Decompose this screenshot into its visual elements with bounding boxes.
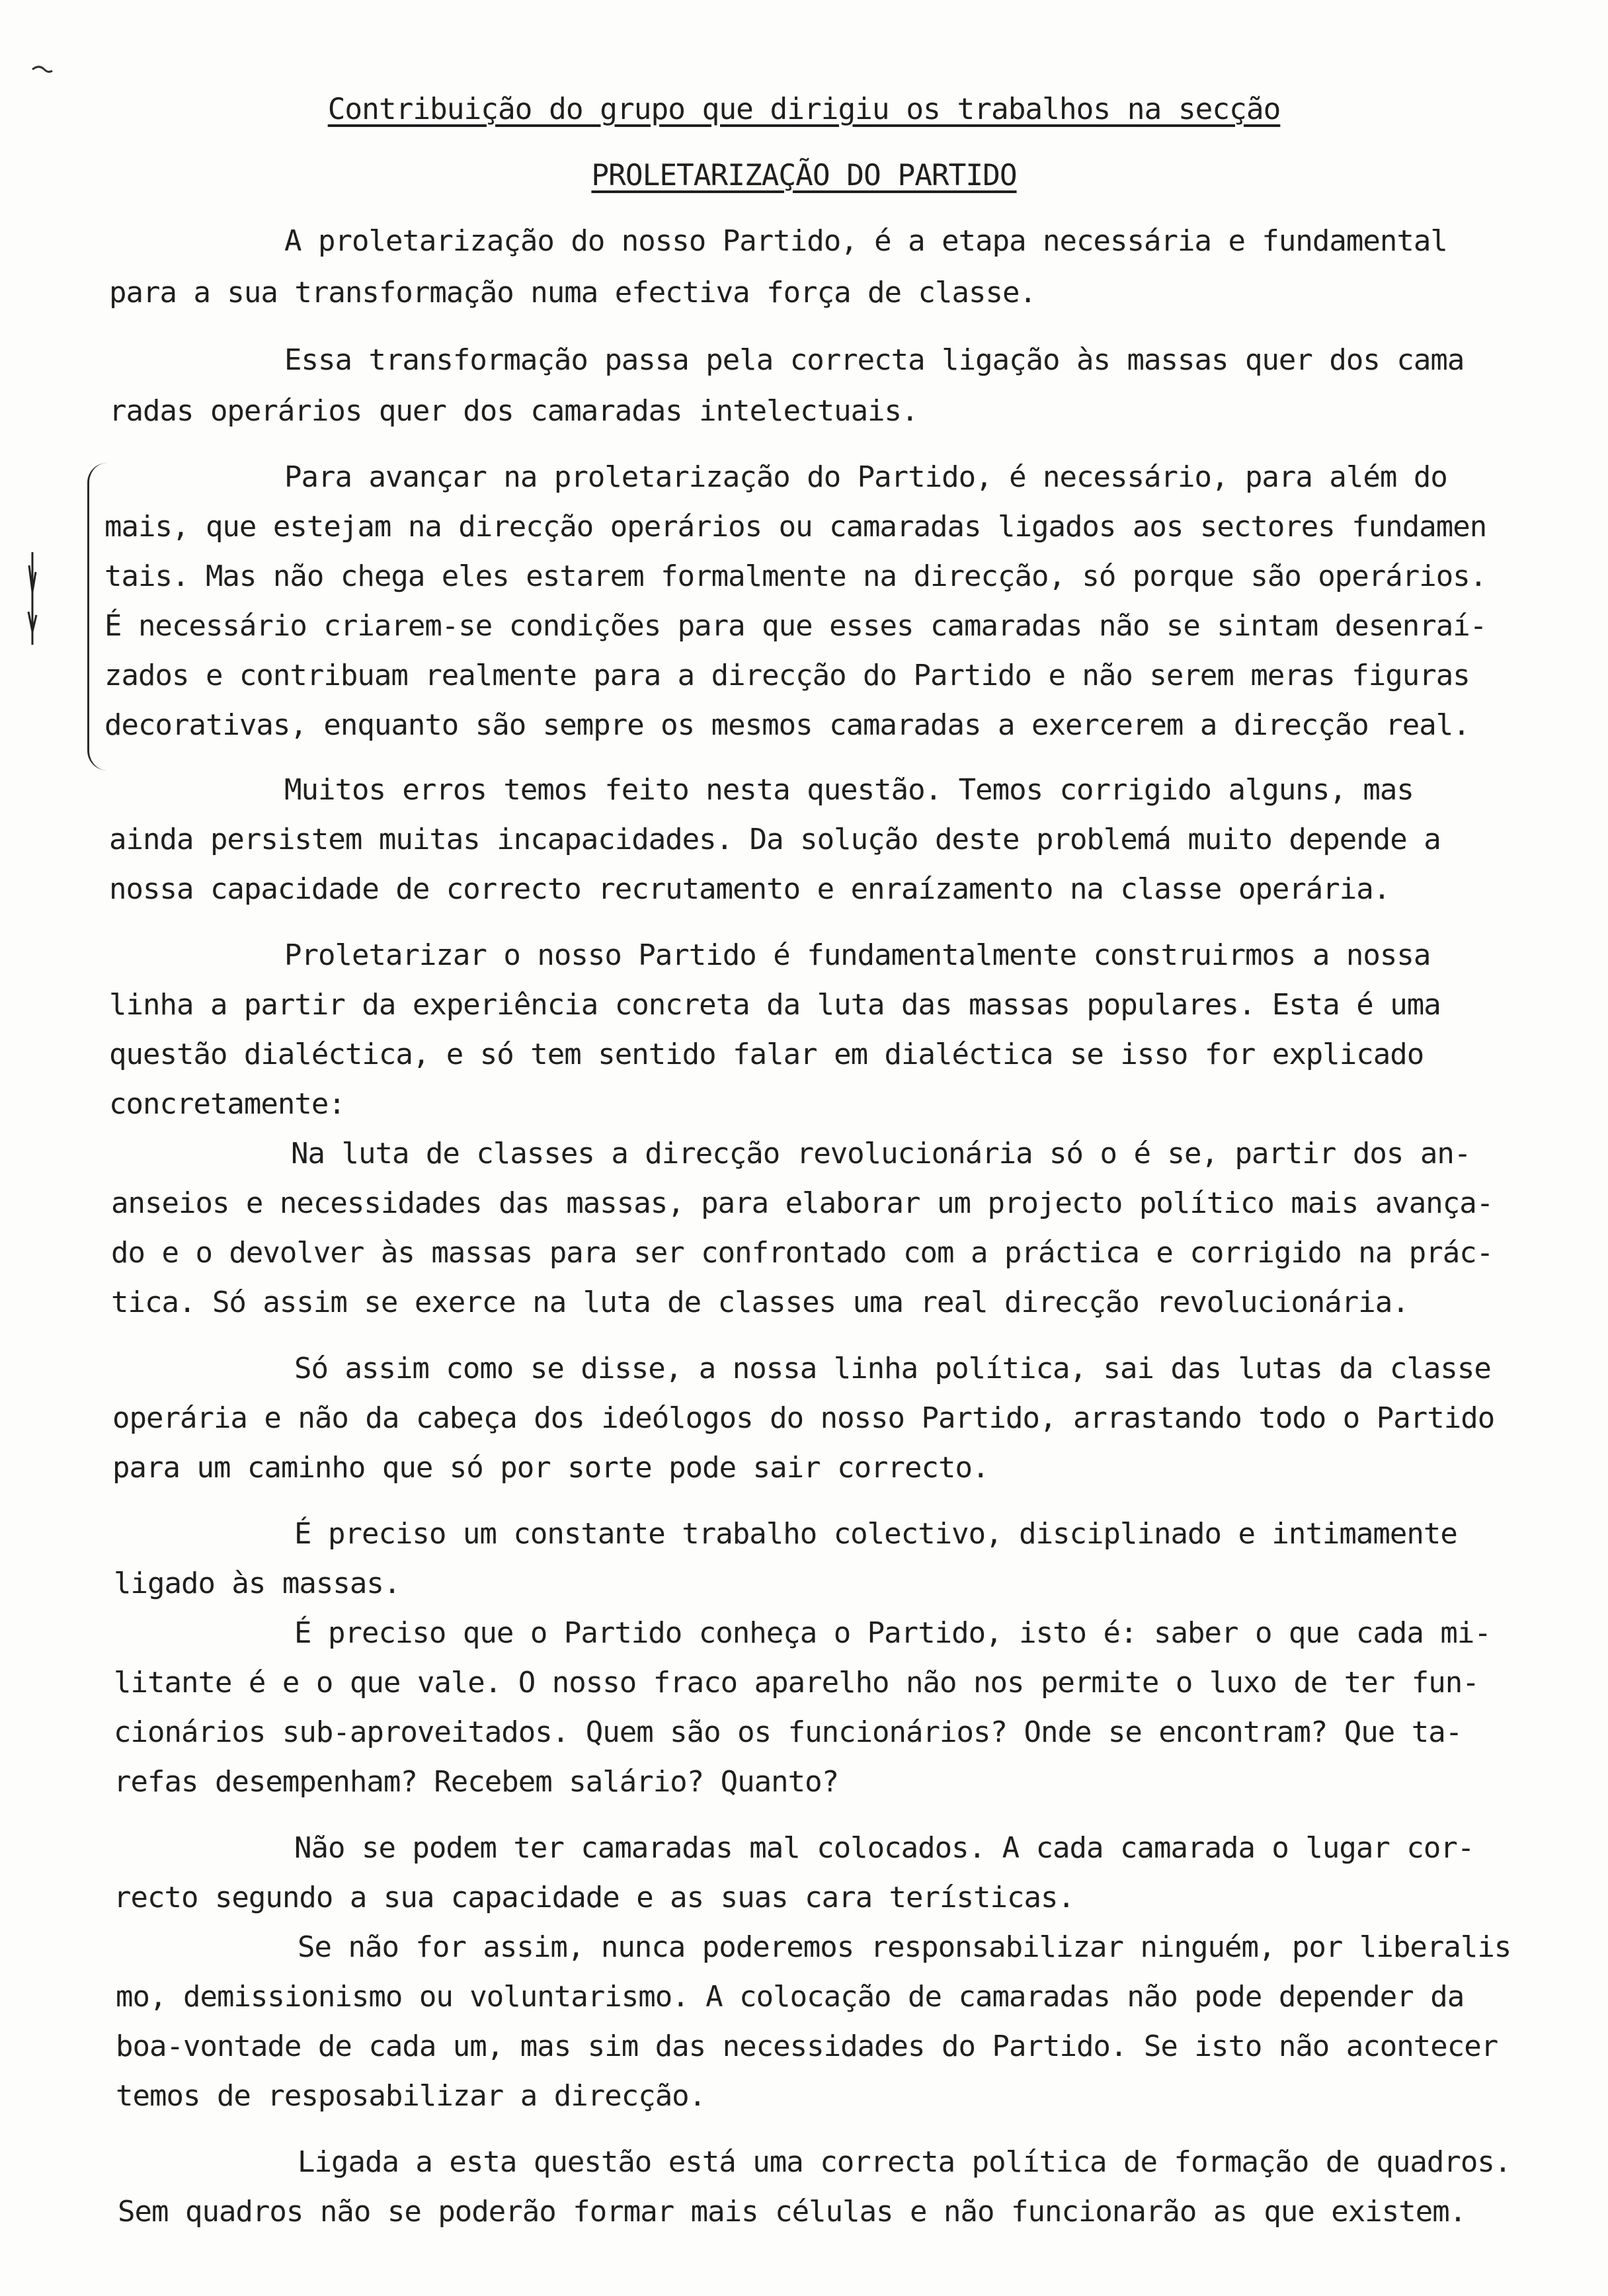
corner-mark-icon <box>30 63 56 83</box>
body-line: questão dialéctica, e só tem sentido falar em dialéctica se isso for explicado <box>109 1038 1424 1071</box>
body-line: A proletarização do nosso Partido, é a etapa necessária e fundamental <box>284 224 1447 258</box>
document-title: PROLETARIZAÇÃO DO PARTIDO <box>591 159 1017 192</box>
body-line: tais. Mas não chega eles estarem formalmente na direcção, só porque são operários. <box>104 559 1487 593</box>
body-line: nossa capacidade de correcto recrutamento e enraízamento na classe operária. <box>109 872 1390 906</box>
body-line: operária e não da cabeça dos ideólogos do nosso Partido, arrastando todo o Partido <box>112 1401 1495 1435</box>
body-line: Ligada a esta questão está uma correcta política de formação de quadros. <box>298 2145 1511 2179</box>
body-line: para a sua transformação numa efectiva força de classe. <box>109 276 1036 309</box>
body-line: Muitos erros temos feito nesta questão. Temos corrigido alguns, mas <box>284 773 1414 807</box>
body-line: ainda persistem muitas incapacidades. Da solução deste problemá muito depende a <box>109 823 1441 856</box>
body-line: boa-vontade de cada um, mas sim das necessidades do Partido. Se isto não acontecer <box>116 2030 1498 2063</box>
body-line: tica. Só assim se exerce na luta de classes uma real direcção revolucionária. <box>111 1286 1409 1319</box>
body-line: concretamente: <box>109 1087 345 1121</box>
body-line: Para avançar na proletarização do Partido, é necessário, para além do <box>284 460 1447 494</box>
body-line: Não se podem ter camaradas mal colocados. A cada camarada o lugar cor- <box>294 1831 1474 1865</box>
body-line: ligado às massas. <box>114 1567 401 1600</box>
body-line: cionários sub-aproveitados. Quem são os funcionários? Onde se encontram? Que ta- <box>114 1715 1463 1749</box>
document-header: Contribuição do grupo que dirigiu os trabalhos na secção <box>327 93 1281 126</box>
body-line: litante é e o que vale. O nosso fraco aparelho não nos permite o luxo de ter fun- <box>114 1666 1479 1700</box>
body-line: para um caminho que só por sorte pode sair correcto. <box>112 1451 989 1485</box>
body-line: Se não for assim, nunca poderemos responsabilizar ninguém, por liberalis <box>298 1930 1511 1964</box>
body-line: Essa transformação passa pela correcta ligação às massas quer dos cama <box>284 343 1465 377</box>
body-line: mais, que estejam na direcção operários ou camaradas ligados aos sectores fundamen <box>104 510 1487 544</box>
body-line: do e o devolver às massas para ser confrontado com a práctica e corrigido na prác- <box>111 1236 1494 1270</box>
body-line: radas operários quer dos camaradas intelectuais. <box>109 394 918 428</box>
body-line: zados e contribuam realmente para a direcção do Partido e não serem meras figuras <box>104 659 1470 692</box>
body-line: Só assim como se disse, a nossa linha política, sai das lutas da classe <box>294 1352 1491 1385</box>
body-line: decorativas, enquanto são sempre os mesmos camaradas a exercerem a direcção real. <box>104 708 1470 742</box>
body-line: temos de resposabilizar a direcção. <box>116 2079 706 2113</box>
margin-annotation-icon <box>26 552 38 645</box>
body-line: linha a partir da experiência concreta da luta das massas populares. Esta é uma <box>109 988 1441 1022</box>
body-line: mo, demissionismo ou voluntarismo. A colocação de camaradas não pode depender da <box>116 1980 1465 2014</box>
body-line: Na luta de classes a direcção revolucionária só o é se, partir dos an- <box>291 1137 1471 1170</box>
body-line: refas desempenham? Recebem salário? Quanto? <box>114 1765 839 1799</box>
body-line: É necessário criarem-se condições para que esses camaradas não se sintam desenraí- <box>104 609 1487 643</box>
body-line: Proletarizar o nosso Partido é fundamentalmente construirmos a nossa <box>284 938 1431 972</box>
body-line: recto segundo a sua capacidade e as suas cara terísticas. <box>114 1881 1074 1914</box>
body-line: Sem quadros não se poderão formar mais células e não funcionarão as que existem. <box>118 2195 1467 2229</box>
body-line: É preciso que o Partido conheça o Partido, isto é: saber o que cada mi- <box>294 1616 1491 1650</box>
body-line: anseios e necessidades das massas, para elaborar um projecto político mais avança- <box>111 1186 1494 1220</box>
body-line: É preciso um constante trabalho colectivo, disciplinado e intimamente <box>294 1517 1457 1551</box>
